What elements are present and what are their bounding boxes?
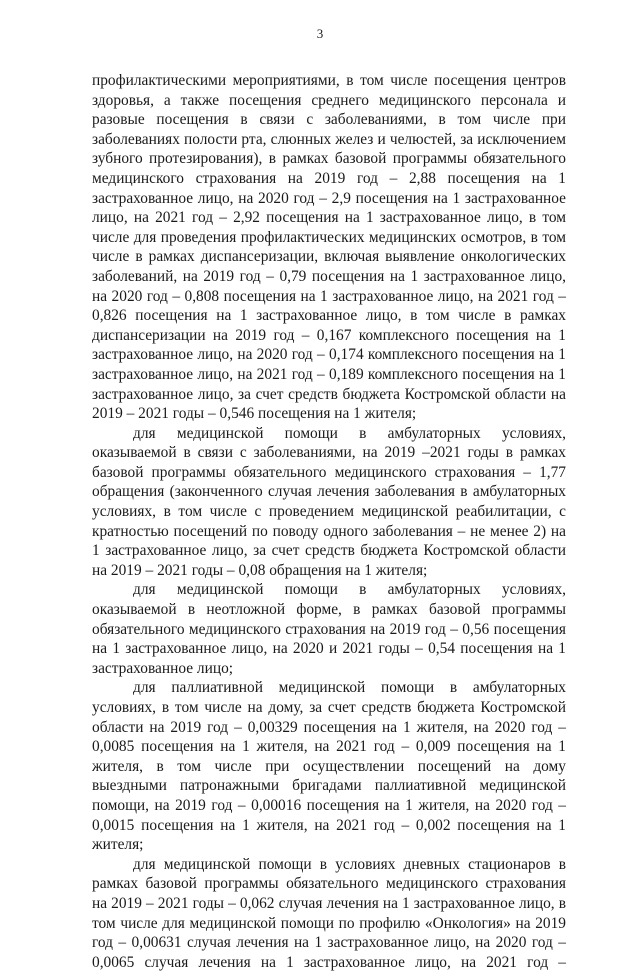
paragraph-day-hospital-norms: для медицинской помощи в условиях дневных стационаров в рамках базовой программы обязательного медицинского страхования на 2019 – 2021 годы – 0,062 случая лечения на 1 застрахованное лицо, в том числе для медицинской помощи по профилю «Онкология» на 2019 год – 0,00631 случая лечения на 1 застрахованное лицо, на 2020 год – 0,0065 случая лечения на 1 застрахованное лицо, на 2021 год – [92,855,566,971]
document-body [92,71,566,972]
paragraph-outpatient-prevention-norms: профилактическими мероприятиями, в том числе посещения центров здоровья, а также посещения среднего медицинского персонала и разовые посещения в связи с заболеваниями, в том числе при заболеваниях полости рта, слюнных желез и челюстей, за исключением зубного протезирования), в рамках базовой программы обязательного медицинского страхования на 2019 год – 2,88 посещения на 1 застрахованное лицо, на 2020 год – 2,9 посещения на 1 застрахованное лицо, на 2021 год – 2,92 посещения на 1 застрахованное лицо, в том числе для проведения профилактических медицинских осмотров, в том числе в рамках диспансеризации, включая выявление онкологических заболеваний, на 2019 год – 0,79 посещения на 1 застрахованное лицо, на 2020 год – 0,808 посещения на 1 застрахованное лицо, на 2021 год – 0,826 посещения на 1 застрахованное лицо, в том числе в рамках диспансеризации на 2019 год – 0,167 комплексного посещения на 1 застрахованное лицо, на 2020 год – 0,174 комплексного посещения на 1 застрахованное лицо, на 2021 год – 0,189 комплексного посещения на 1 застрахованное лицо, за счет средств бюджета Костромской области на 2019 – 2021 годы – 0,546 посещения на 1 жителя; [92,72,566,423]
page-number: 3 [316,26,324,41]
paragraph-outpatient-disease-norms: для медицинской помощи в амбулаторных условиях, оказываемой в связи с заболеваниями, на 2019 –2021 годы в рамках базовой программы обязательного медицинского страхования – 1,77 обращения (законченного случая лечения заболевания в амбулаторных условиях, в том числе с проведением медицинской реабилитации, с кратностью посещений по поводу одного заболевания – не менее 2) на 1 застрахованное лицо, за счет средств бюджета Костромской области на 2019 – 2021 годы – 0,08 обращения на 1 жителя; [92,424,566,579]
paragraph-palliative-care-norms: для паллиативной медицинской помощи в амбулаторных условиях, в том числе на дому, за счет средств бюджета Костромской области на 2019 год – 0,00329 посещения на 1 жителя, на 2020 год – 0,0085 посещения на 1 жителя, на 2021 год – 0,009 посещения на 1 жителя, в том числе при осуществлении посещений на дому выездными патронажными бригадами паллиативной медицинской помощи, на 2019 год – 0,00016 посещения на 1 жителя, на 2020 год – 0,0015 посещения на 1 жителя, на 2021 год – 0,002 посещения на 1 жителя; [92,679,566,854]
paragraph-urgent-care-norms: для медицинской помощи в амбулаторных условиях, оказываемой в неотложной форме, в рамках базовой программы обязательного медицинского страхования на 2019 год – 0,56 посещения на 1 застрахованное лицо, на 2020 и 2021 годы – 0,54 посещения на 1 застрахованное лицо; [92,581,566,677]
